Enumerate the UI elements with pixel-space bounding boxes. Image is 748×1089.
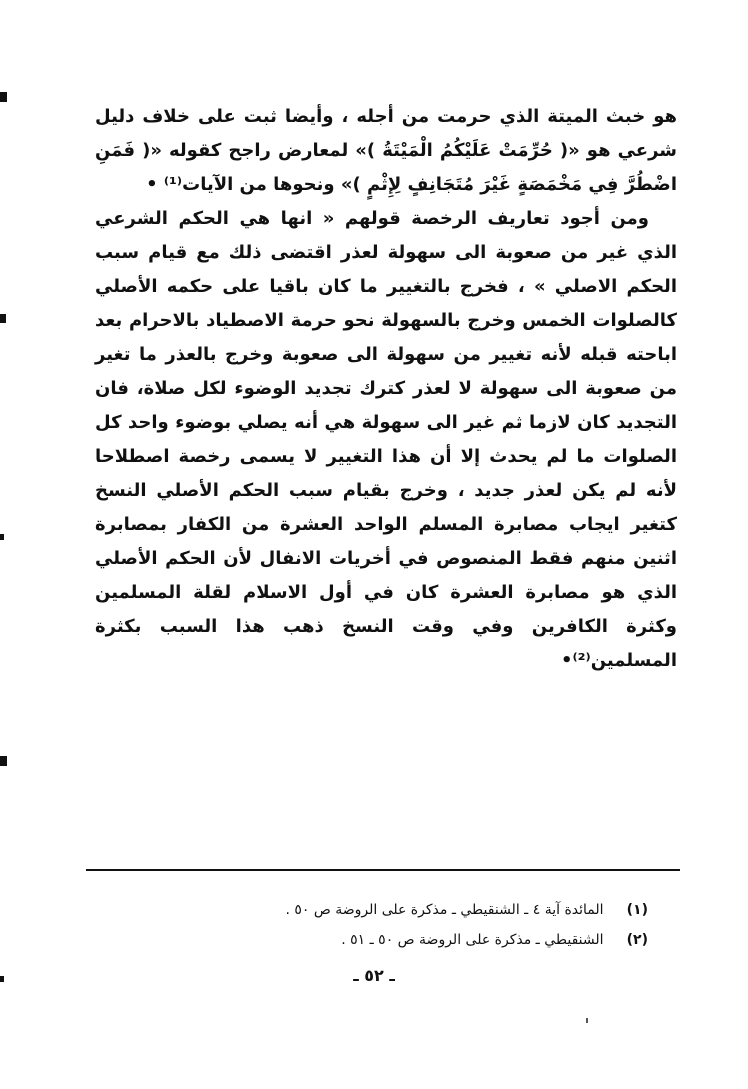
scan-speck [586, 1018, 588, 1023]
paragraph-1: هو خبث الميتة الذي حرمت من أجله ، وأيضا ثبت على خلاف دليل شرعي هو «( حُرِّمَتْ عَلَيْكُمُ الْمَيْتَةُ )» لمعارض راجح كقوله «( فَمَنِ اضْطُرَّ فِي مَخْمَصَةٍ غَيْرَ مُتَجَانِفٍ لِإِثْمٍ )» ونحوها من الآيات⁽¹⁾ • [95, 106, 677, 195]
footnote-text: الشنقيطي ـ مذكرة على الروضة ص ٥٠ ـ ٥١ . [341, 932, 604, 948]
scan-edge-mark [0, 92, 7, 102]
footnote-2 [120, 925, 648, 955]
scan-edge-mark [0, 314, 6, 323]
scan-edge-mark [0, 756, 7, 766]
footnote-1 [120, 895, 648, 925]
paragraph-2: ومن أجود تعاريف الرخصة قولهم « انها هي الحكم الشرعي الذي غير من صعوبة الى سهولة لعذر اقتضى ذلك مع قيام سبب الحكم الاصلي » ، فخرج بالتغيير ما كان باقيا على حكمه الأصلي كالصلوات الخمس وخرج بالسهولة نحو حرمة الاصطياد بالاحرام بعد اباحته قبله لأنه تغيير من سهولة الى صعوبة وخرج بالعذر ما تغير من صعوبة الى سهولة لا لعذر كترك تجديد الوضوء لكل صلاة، فان التجديد كان لازما ثم غير الى سهولة هي أنه يصلي بوضوء واحد كل الصلوات ما لم يحدث إلا أن هذا التغيير لا يسمى رخصة اصطلاحا لأنه لم يكن لعذر جديد ، وخرج بقيام سبب الحكم الأصلي النسخ كتغير ايجاب مصابرة المسلم الواحد العشرة من الكفار بمصابرة اثنين منهم فقط المنصوص في أخريات الانفال لأن الحكم الأصلي الذي هو مصابرة العشرة كان في أول الاسلام لقلة المسلمين وكثرة الكافرين وفي وقت النسخ ذهب هذا السبب بكثرة المسلمين⁽²⁾• [95, 208, 677, 671]
footnote-divider [86, 869, 680, 871]
footnote-text: المائدة آية ٤ ـ الشنقيطي ـ مذكرة على الروضة ص ٥٠ . [285, 902, 604, 918]
footnote-number: (١) [626, 902, 648, 918]
footnote-number: (٢) [626, 932, 648, 948]
page-number: ـ ٥٢ ـ [353, 966, 395, 985]
footnotes [120, 895, 648, 955]
scan-edge-mark [0, 534, 4, 540]
main-text [95, 100, 677, 678]
